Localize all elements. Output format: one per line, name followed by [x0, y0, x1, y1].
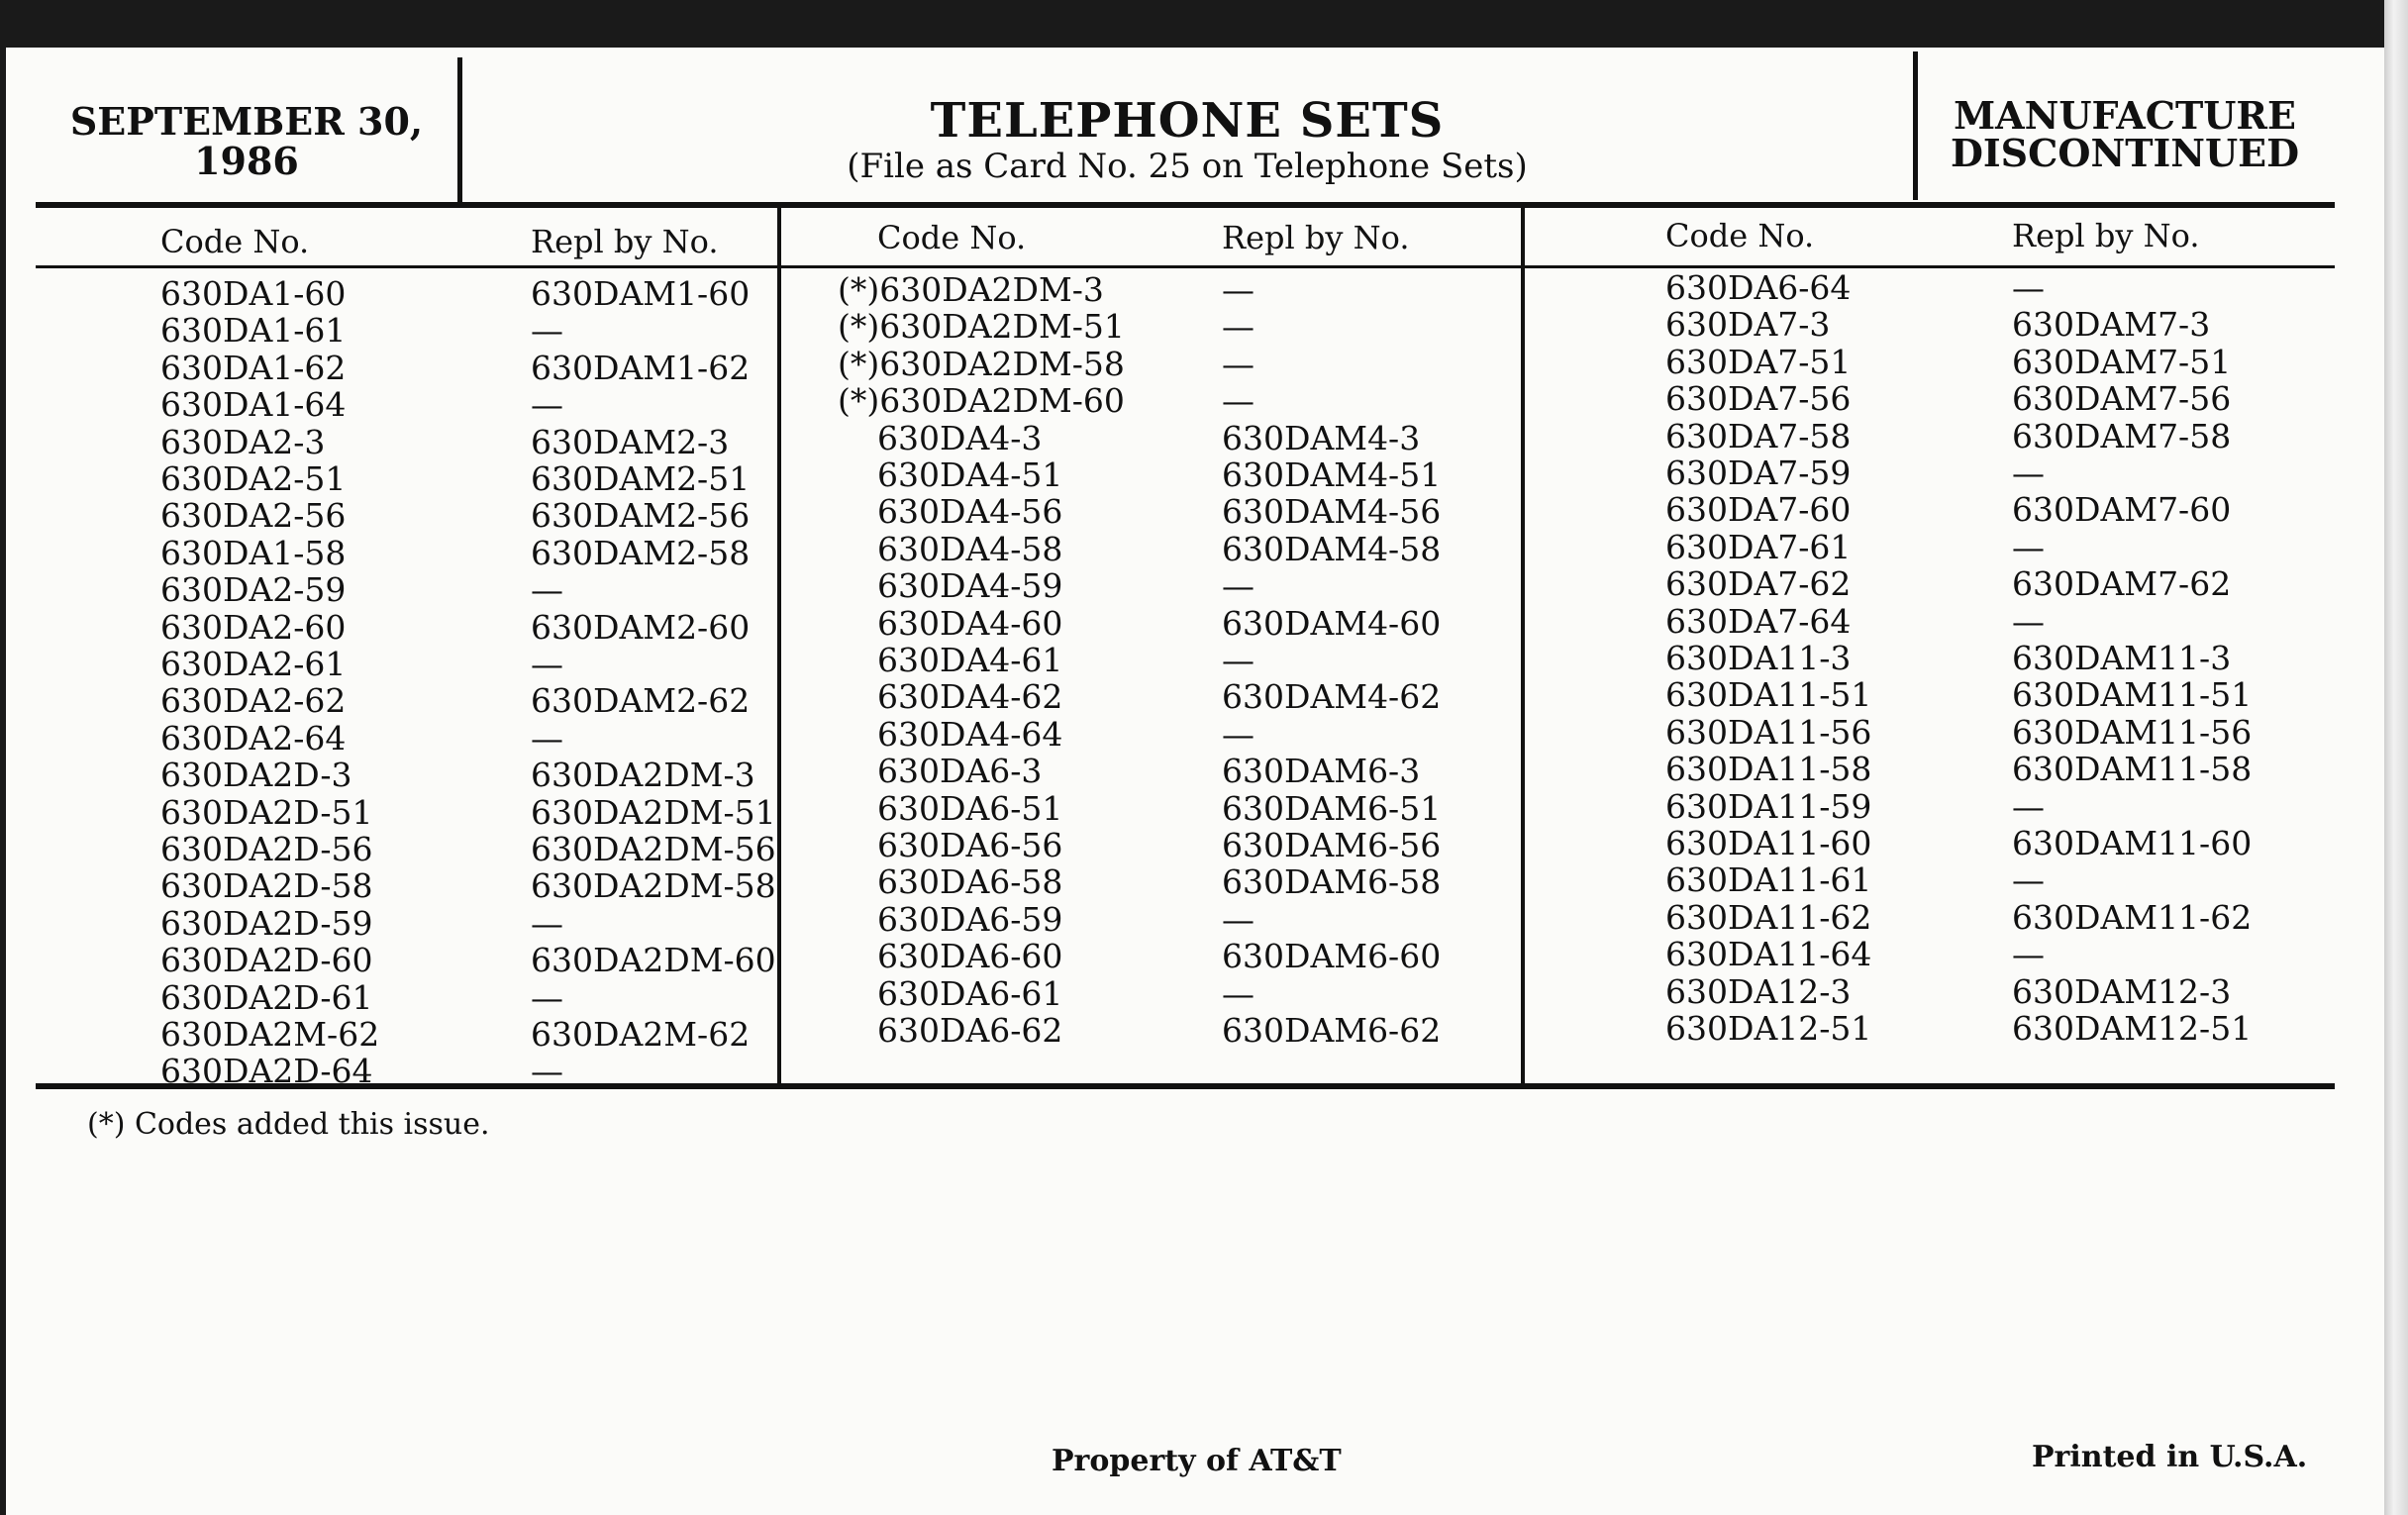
- code-cell: (*)630DA2DM-3: [838, 270, 1104, 309]
- repl-cell: —: [1222, 307, 1254, 347]
- repl-cell: 630DAM4-51: [1222, 455, 1442, 494]
- column-header-rule: [36, 265, 2335, 268]
- repl-cell: —: [1222, 566, 1254, 606]
- repl-cell: —: [1222, 641, 1254, 679]
- code-cell: 630DA11-64: [1665, 935, 1872, 974]
- code-cell: 630DA2D-64: [160, 1052, 373, 1091]
- repl-cell: 630DAM7-60: [2012, 490, 2232, 530]
- code-cell: 630DA6-62: [877, 1011, 1063, 1050]
- code-cell: 630DA7-51: [1665, 342, 1852, 381]
- code-cell: 630DA2D-60: [160, 941, 373, 980]
- code-cell: 630DA6-56: [877, 826, 1063, 864]
- code-cell: 630DA7-56: [1665, 379, 1852, 419]
- repl-cell: 630DAM11-60: [2012, 824, 2253, 862]
- repl-cell: 630DAM4-62: [1222, 677, 1442, 717]
- page-edge: [2384, 0, 2408, 1515]
- col-header-code-3: Code No.: [1665, 217, 1815, 254]
- repl-cell: 630DAM11-58: [2012, 750, 2253, 789]
- code-cell: 630DA6-3: [877, 752, 1043, 791]
- code-cell: 630DA12-3: [1665, 971, 1852, 1011]
- issue-date-line1: SEPTEMBER 30,: [69, 99, 424, 144]
- repl-cell: —: [531, 1052, 563, 1091]
- code-cell: 630DA7-60: [1665, 490, 1852, 530]
- code-cell: 630DA11-56: [1665, 712, 1872, 752]
- col-header-repl-3: Repl by No.: [2012, 217, 2200, 254]
- repl-cell: —: [1222, 899, 1254, 939]
- code-cell: (*)630DA2DM-60: [838, 381, 1125, 421]
- repl-cell: —: [531, 311, 563, 351]
- repl-cell: 630DAM1-60: [531, 274, 751, 313]
- code-cell: 630DA7-61: [1665, 527, 1852, 566]
- repl-cell: —: [531, 718, 563, 758]
- repl-cell: —: [1222, 270, 1254, 309]
- code-cell: 630DA2-51: [160, 459, 347, 498]
- repl-cell: 630DAM6-3: [1222, 752, 1421, 791]
- code-cell: 630DA11-61: [1665, 860, 1872, 900]
- repl-cell: —: [531, 645, 563, 683]
- code-cell: 630DA6-60: [877, 937, 1063, 976]
- repl-cell: —: [2012, 601, 2045, 641]
- code-cell: 630DA4-62: [877, 677, 1063, 717]
- code-cell: 630DA11-62: [1665, 897, 1872, 937]
- code-cell: 630DA11-51: [1665, 675, 1872, 715]
- col-header-repl-1: Repl by No.: [531, 223, 719, 260]
- code-cell: 630DA7-58: [1665, 416, 1852, 455]
- repl-cell: 630DAM12-51: [2012, 1009, 2253, 1048]
- issue-date-line2: 1986: [194, 139, 299, 183]
- repl-cell: 630DAM11-3: [2012, 639, 2232, 677]
- code-cell: 630DA7-62: [1665, 564, 1852, 604]
- code-cell: 630DA2D-58: [160, 866, 373, 906]
- property-notice: Property of AT&T: [1052, 1444, 1342, 1478]
- repl-cell: 630DAM1-62: [531, 348, 751, 387]
- repl-cell: 630DAM4-60: [1222, 603, 1442, 643]
- repl-cell: —: [2012, 786, 2045, 826]
- code-cell: 630DA6-58: [877, 862, 1063, 902]
- status-line2: DISCONTINUED: [1950, 131, 2300, 175]
- code-cell: 630DA7-59: [1665, 454, 1852, 492]
- repl-cell: 630DA2DM-58: [531, 866, 776, 906]
- code-cell: 630DA11-60: [1665, 824, 1872, 862]
- column-divider-1: [777, 206, 781, 1087]
- code-cell: 630DA2-56: [160, 496, 347, 536]
- table-bottom-rule: [36, 1083, 2335, 1089]
- repl-cell: 630DAM2-3: [531, 422, 730, 461]
- code-cell: (*)630DA2DM-51: [838, 307, 1125, 347]
- col-header-repl-2: Repl by No.: [1222, 219, 1410, 256]
- repl-cell: 630DAM7-62: [2012, 564, 2232, 604]
- col-header-code-1: Code No.: [160, 223, 310, 260]
- repl-cell: 630DAM12-3: [2012, 971, 2232, 1011]
- repl-cell: 630DAM2-60: [531, 607, 751, 647]
- code-cell: 630DA7-64: [1665, 601, 1852, 641]
- code-cell: 630DA12-51: [1665, 1009, 1872, 1048]
- repl-cell: 630DAM2-58: [531, 533, 751, 572]
- col-header-code-2: Code No.: [877, 219, 1027, 256]
- repl-cell: 630DAM6-56: [1222, 826, 1442, 864]
- code-cell: 630DA4-60: [877, 603, 1063, 643]
- repl-cell: 630DAM6-58: [1222, 862, 1442, 902]
- code-cell: 630DA1-61: [160, 311, 347, 351]
- code-cell: 630DA1-64: [160, 385, 347, 425]
- repl-cell: 630DA2DM-60: [531, 941, 776, 980]
- repl-cell: 630DAM6-51: [1222, 788, 1442, 828]
- code-cell: 630DA6-59: [877, 899, 1063, 939]
- repl-cell: 630DAM11-51: [2012, 675, 2253, 715]
- code-cell: 630DA1-60: [160, 274, 347, 313]
- code-cell: 630DA2D-3: [160, 756, 352, 795]
- header-rule: [36, 202, 2335, 208]
- repl-cell: —: [531, 977, 563, 1017]
- code-cell: 630DA4-64: [877, 714, 1063, 754]
- repl-cell: 630DAM11-56: [2012, 712, 2253, 752]
- footnote: (*) Codes added this issue.: [87, 1107, 490, 1142]
- repl-cell: 630DAM6-62: [1222, 1011, 1442, 1050]
- code-cell: 630DA4-61: [877, 641, 1063, 679]
- repl-cell: —: [2012, 454, 2045, 492]
- repl-cell: —: [1222, 381, 1254, 421]
- code-cell: 630DA4-58: [877, 529, 1063, 568]
- code-cell: 630DA2D-61: [160, 977, 373, 1017]
- code-cell: 630DA2D-56: [160, 830, 373, 868]
- repl-cell: 630DAM4-3: [1222, 418, 1421, 457]
- code-cell: 630DA4-59: [877, 566, 1063, 606]
- document-title: TELEPHONE SETS: [930, 93, 1445, 149]
- code-cell: 630DA6-64: [1665, 268, 1852, 307]
- code-cell: 630DA2-64: [160, 718, 347, 758]
- code-cell: 630DA2M-62: [160, 1015, 380, 1054]
- repl-cell: 630DA2DM-56: [531, 830, 776, 868]
- repl-cell: —: [2012, 527, 2045, 566]
- repl-cell: 630DAM4-56: [1222, 492, 1442, 532]
- repl-cell: 630DAM7-56: [2012, 379, 2232, 419]
- code-cell: 630DA2-59: [160, 570, 347, 610]
- status-label: [1917, 93, 2333, 175]
- printed-notice: Printed in U.S.A.: [2032, 1440, 2308, 1474]
- repl-cell: —: [531, 385, 563, 425]
- code-cell: 630DA6-51: [877, 788, 1063, 828]
- code-cell: 630DA4-51: [877, 455, 1063, 494]
- code-cell: 630DA11-59: [1665, 786, 1872, 826]
- repl-cell: —: [1222, 973, 1254, 1013]
- repl-cell: 630DA2DM-3: [531, 756, 755, 795]
- repl-cell: 630DAM7-3: [2012, 305, 2211, 345]
- code-cell: 630DA11-3: [1665, 639, 1852, 677]
- column-divider-2: [1521, 206, 1525, 1087]
- repl-cell: —: [531, 903, 563, 943]
- repl-cell: —: [2012, 935, 2045, 974]
- repl-cell: 630DAM7-58: [2012, 416, 2232, 455]
- document-subtitle: (File as Card No. 25 on Telephone Sets): [847, 147, 1528, 186]
- repl-cell: 630DAM2-56: [531, 496, 751, 536]
- repl-cell: 630DAM11-62: [2012, 897, 2253, 937]
- code-cell: 630DA2D-51: [160, 792, 373, 832]
- issue-date: [36, 99, 457, 183]
- code-cell: (*)630DA2DM-58: [838, 344, 1125, 383]
- repl-cell: 630DA2DM-51: [531, 792, 776, 832]
- code-cell: 630DA1-62: [160, 348, 347, 387]
- repl-cell: —: [1222, 714, 1254, 754]
- document-title-block: [461, 95, 1913, 186]
- code-cell: 630DA2-60: [160, 607, 347, 647]
- code-cell: 630DA2D-59: [160, 903, 373, 943]
- repl-cell: —: [531, 570, 563, 610]
- status-line1: MANUFACTURE: [1954, 93, 2296, 138]
- repl-cell: 630DAM2-51: [531, 459, 751, 498]
- code-cell: 630DA7-3: [1665, 305, 1831, 345]
- repl-cell: 630DAM7-51: [2012, 342, 2232, 381]
- repl-cell: —: [2012, 268, 2045, 307]
- repl-cell: —: [1222, 344, 1254, 383]
- code-cell: 630DA1-58: [160, 533, 347, 572]
- repl-cell: 630DA2M-62: [531, 1015, 751, 1054]
- code-cell: 630DA4-56: [877, 492, 1063, 532]
- code-cell: 630DA6-61: [877, 973, 1063, 1013]
- code-cell: 630DA11-58: [1665, 750, 1872, 789]
- code-cell: 630DA2-3: [160, 422, 326, 461]
- code-cell: 630DA2-62: [160, 681, 347, 721]
- repl-cell: 630DAM6-60: [1222, 937, 1442, 976]
- code-cell: 630DA4-3: [877, 418, 1043, 457]
- repl-cell: —: [2012, 860, 2045, 900]
- code-cell: 630DA2-61: [160, 645, 347, 683]
- repl-cell: 630DAM2-62: [531, 681, 751, 721]
- repl-cell: 630DAM4-58: [1222, 529, 1442, 568]
